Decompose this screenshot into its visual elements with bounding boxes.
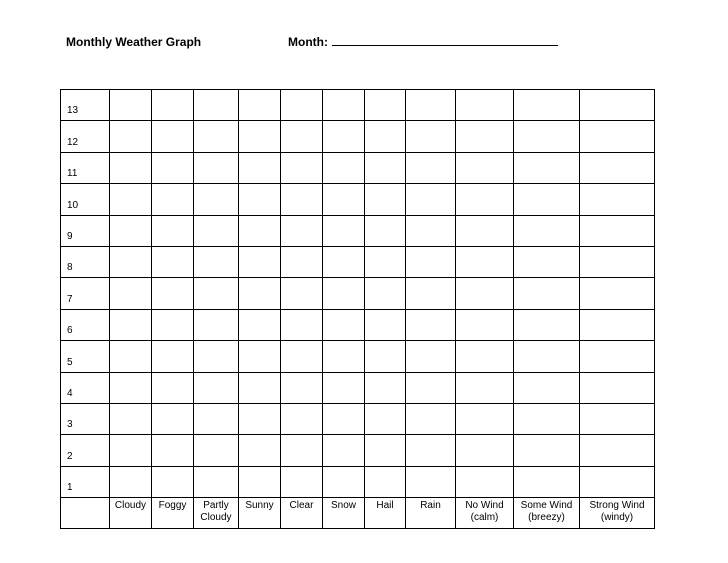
graph-cell[interactable] bbox=[152, 152, 194, 183]
graph-cell[interactable] bbox=[580, 466, 655, 497]
category-label: No Wind (calm) bbox=[456, 498, 514, 529]
graph-cell[interactable] bbox=[580, 278, 655, 309]
graph-cell[interactable] bbox=[152, 90, 194, 121]
graph-cell[interactable] bbox=[580, 152, 655, 183]
graph-cell[interactable] bbox=[514, 466, 580, 497]
graph-cell[interactable] bbox=[239, 341, 281, 372]
graph-cell[interactable] bbox=[194, 90, 239, 121]
graph-cell[interactable] bbox=[194, 341, 239, 372]
graph-cell[interactable] bbox=[580, 435, 655, 466]
category-label: Partly Cloudy bbox=[194, 498, 239, 529]
graph-cell[interactable] bbox=[281, 372, 323, 403]
grid-row bbox=[61, 278, 655, 309]
category-label: Some Wind (breezy) bbox=[514, 498, 580, 529]
graph-cell[interactable] bbox=[365, 121, 406, 152]
graph-cell[interactable] bbox=[456, 246, 514, 277]
grid-row bbox=[61, 246, 655, 277]
graph-cell[interactable] bbox=[580, 90, 655, 121]
graph-cell[interactable] bbox=[456, 90, 514, 121]
graph-cell[interactable] bbox=[514, 246, 580, 277]
graph-cell[interactable] bbox=[194, 121, 239, 152]
graph-cell[interactable] bbox=[323, 278, 365, 309]
y-axis-label: 9 bbox=[61, 215, 110, 246]
graph-cell[interactable] bbox=[456, 184, 514, 215]
graph-cell[interactable] bbox=[514, 152, 580, 183]
graph-cell[interactable] bbox=[239, 466, 281, 497]
graph-cell[interactable] bbox=[514, 90, 580, 121]
graph-cell[interactable] bbox=[281, 403, 323, 434]
graph-cell[interactable] bbox=[239, 152, 281, 183]
graph-cell[interactable] bbox=[580, 341, 655, 372]
graph-cell[interactable] bbox=[456, 121, 514, 152]
graph-cell[interactable] bbox=[194, 466, 239, 497]
graph-cell[interactable] bbox=[194, 246, 239, 277]
graph-cell[interactable] bbox=[239, 435, 281, 466]
graph-cell[interactable] bbox=[281, 341, 323, 372]
graph-cell[interactable] bbox=[406, 435, 456, 466]
graph-cell[interactable] bbox=[456, 278, 514, 309]
graph-cell[interactable] bbox=[580, 372, 655, 403]
graph-cell[interactable] bbox=[281, 215, 323, 246]
graph-cell[interactable] bbox=[514, 435, 580, 466]
y-axis-label: 3 bbox=[61, 403, 110, 434]
graph-cell[interactable] bbox=[194, 435, 239, 466]
grid-row bbox=[61, 403, 655, 434]
graph-cell[interactable] bbox=[514, 403, 580, 434]
graph-cell[interactable] bbox=[514, 278, 580, 309]
y-axis-label: 13 bbox=[61, 90, 110, 121]
category-label: Snow bbox=[323, 498, 365, 529]
graph-cell[interactable] bbox=[194, 152, 239, 183]
graph-cell[interactable] bbox=[281, 184, 323, 215]
graph-cell[interactable] bbox=[281, 435, 323, 466]
y-axis-label: 7 bbox=[61, 278, 110, 309]
graph-cell[interactable] bbox=[281, 466, 323, 497]
category-label: Foggy bbox=[152, 498, 194, 529]
graph-cell[interactable] bbox=[239, 90, 281, 121]
graph-cell[interactable] bbox=[152, 309, 194, 340]
graph-cell[interactable] bbox=[194, 278, 239, 309]
graph-cell[interactable] bbox=[365, 403, 406, 434]
graph-cell[interactable] bbox=[456, 466, 514, 497]
graph-cell[interactable] bbox=[239, 309, 281, 340]
grid-row bbox=[61, 435, 655, 466]
graph-cell[interactable] bbox=[239, 372, 281, 403]
y-axis-label: 6 bbox=[61, 309, 110, 340]
grid-row bbox=[61, 341, 655, 372]
graph-cell[interactable] bbox=[406, 341, 456, 372]
graph-cell[interactable] bbox=[456, 372, 514, 403]
graph-cell[interactable] bbox=[406, 152, 456, 183]
page-title: Monthly Weather Graph bbox=[66, 35, 202, 49]
graph-cell[interactable] bbox=[514, 341, 580, 372]
graph-cell[interactable] bbox=[456, 435, 514, 466]
y-axis-label: 4 bbox=[61, 372, 110, 403]
grid-row bbox=[61, 466, 655, 497]
graph-cell[interactable] bbox=[194, 372, 239, 403]
category-label: Strong Wind (windy) bbox=[580, 498, 655, 529]
corner-cell bbox=[61, 498, 110, 529]
graph-cell[interactable] bbox=[365, 309, 406, 340]
graph-cell[interactable] bbox=[514, 121, 580, 152]
graph-cell[interactable] bbox=[365, 246, 406, 277]
graph-cell[interactable] bbox=[406, 184, 456, 215]
graph-cell[interactable] bbox=[514, 215, 580, 246]
graph-cell[interactable] bbox=[110, 278, 152, 309]
graph-cell[interactable] bbox=[110, 246, 152, 277]
graph-cell[interactable] bbox=[406, 466, 456, 497]
graph-cell[interactable] bbox=[406, 215, 456, 246]
graph-cell[interactable] bbox=[110, 341, 152, 372]
graph-cell[interactable] bbox=[152, 184, 194, 215]
graph-cell[interactable] bbox=[323, 435, 365, 466]
grid-row bbox=[61, 372, 655, 403]
graph-cell[interactable] bbox=[152, 466, 194, 497]
grid-row bbox=[61, 184, 655, 215]
graph-cell[interactable] bbox=[281, 121, 323, 152]
graph-cell[interactable] bbox=[152, 341, 194, 372]
graph-cell[interactable] bbox=[152, 403, 194, 434]
graph-cell[interactable] bbox=[456, 341, 514, 372]
graph-cell[interactable] bbox=[406, 90, 456, 121]
graph-cell[interactable] bbox=[323, 90, 365, 121]
graph-cell[interactable] bbox=[365, 341, 406, 372]
graph-cell[interactable] bbox=[456, 403, 514, 434]
graph-cell[interactable] bbox=[406, 403, 456, 434]
graph-cell[interactable] bbox=[152, 121, 194, 152]
graph-cell[interactable] bbox=[580, 309, 655, 340]
y-axis-label: 5 bbox=[61, 341, 110, 372]
graph-cell[interactable] bbox=[110, 435, 152, 466]
graph-cell[interactable] bbox=[365, 372, 406, 403]
y-axis-label: 11 bbox=[61, 152, 110, 183]
graph-cell[interactable] bbox=[323, 403, 365, 434]
month-label: Month: bbox=[288, 35, 328, 49]
graph-cell[interactable] bbox=[281, 309, 323, 340]
category-label-row bbox=[61, 498, 655, 529]
month-blank-line[interactable] bbox=[332, 36, 558, 46]
graph-cell[interactable] bbox=[580, 215, 655, 246]
graph-cell[interactable] bbox=[110, 152, 152, 183]
graph-cell[interactable] bbox=[323, 309, 365, 340]
graph-cell[interactable] bbox=[110, 403, 152, 434]
graph-cell[interactable] bbox=[406, 372, 456, 403]
graph-cell[interactable] bbox=[365, 215, 406, 246]
graph-cell[interactable] bbox=[323, 466, 365, 497]
graph-cell[interactable] bbox=[365, 152, 406, 183]
graph-cell[interactable] bbox=[323, 246, 365, 277]
graph-cell[interactable] bbox=[323, 184, 365, 215]
graph-cell[interactable] bbox=[194, 184, 239, 215]
graph-cell[interactable] bbox=[239, 246, 281, 277]
graph-cell[interactable] bbox=[580, 403, 655, 434]
graph-cell[interactable] bbox=[580, 246, 655, 277]
graph-cell[interactable] bbox=[281, 246, 323, 277]
graph-cell[interactable] bbox=[514, 184, 580, 215]
graph-cell[interactable] bbox=[194, 215, 239, 246]
grid-row bbox=[61, 309, 655, 340]
graph-cell[interactable] bbox=[456, 215, 514, 246]
graph-cell[interactable] bbox=[110, 90, 152, 121]
graph-cell[interactable] bbox=[323, 341, 365, 372]
category-label: Rain bbox=[406, 498, 456, 529]
graph-cell[interactable] bbox=[152, 246, 194, 277]
graph-cell[interactable] bbox=[365, 90, 406, 121]
graph-cell[interactable] bbox=[194, 309, 239, 340]
y-axis-label: 2 bbox=[61, 435, 110, 466]
graph-cell[interactable] bbox=[514, 309, 580, 340]
graph-cell[interactable] bbox=[406, 121, 456, 152]
month-field bbox=[288, 35, 558, 49]
graph-cell[interactable] bbox=[239, 403, 281, 434]
graph-cell[interactable] bbox=[239, 121, 281, 152]
graph-cell[interactable] bbox=[323, 152, 365, 183]
y-axis-label: 8 bbox=[61, 246, 110, 277]
graph-cell[interactable] bbox=[110, 121, 152, 152]
category-label: Clear bbox=[281, 498, 323, 529]
grid-row bbox=[61, 90, 655, 121]
graph-cell[interactable] bbox=[323, 372, 365, 403]
graph-cell[interactable] bbox=[110, 309, 152, 340]
category-label: Sunny bbox=[239, 498, 281, 529]
graph-cell[interactable] bbox=[456, 309, 514, 340]
grid-row bbox=[61, 152, 655, 183]
graph-cell[interactable] bbox=[281, 90, 323, 121]
y-axis-label: 12 bbox=[61, 121, 110, 152]
graph-cell[interactable] bbox=[110, 372, 152, 403]
graph-cell[interactable] bbox=[152, 372, 194, 403]
y-axis-label: 1 bbox=[61, 466, 110, 497]
weather-graph-grid bbox=[60, 89, 655, 529]
graph-cell[interactable] bbox=[194, 403, 239, 434]
graph-cell[interactable] bbox=[580, 184, 655, 215]
graph-cell[interactable] bbox=[110, 215, 152, 246]
graph-cell[interactable] bbox=[239, 278, 281, 309]
category-label: Cloudy bbox=[110, 498, 152, 529]
graph-cell[interactable] bbox=[365, 435, 406, 466]
graph-cell[interactable] bbox=[152, 278, 194, 309]
category-label: Hail bbox=[365, 498, 406, 529]
graph-cell[interactable] bbox=[406, 309, 456, 340]
graph-cell[interactable] bbox=[580, 121, 655, 152]
graph-cell[interactable] bbox=[110, 184, 152, 215]
graph-cell[interactable] bbox=[406, 278, 456, 309]
graph-cell[interactable] bbox=[514, 372, 580, 403]
graph-cell[interactable] bbox=[152, 215, 194, 246]
graph-cell[interactable] bbox=[239, 184, 281, 215]
graph-cell[interactable] bbox=[281, 152, 323, 183]
grid-row bbox=[61, 215, 655, 246]
y-axis-label: 10 bbox=[61, 184, 110, 215]
graph-cell[interactable] bbox=[323, 215, 365, 246]
graph-cell[interactable] bbox=[281, 278, 323, 309]
graph-cell[interactable] bbox=[406, 246, 456, 277]
graph-cell[interactable] bbox=[110, 466, 152, 497]
graph-cell[interactable] bbox=[152, 435, 194, 466]
graph-cell[interactable] bbox=[365, 466, 406, 497]
graph-cell[interactable] bbox=[323, 121, 365, 152]
graph-cell[interactable] bbox=[239, 215, 281, 246]
graph-cell[interactable] bbox=[365, 278, 406, 309]
graph-cell[interactable] bbox=[365, 184, 406, 215]
grid-row bbox=[61, 121, 655, 152]
graph-cell[interactable] bbox=[456, 152, 514, 183]
